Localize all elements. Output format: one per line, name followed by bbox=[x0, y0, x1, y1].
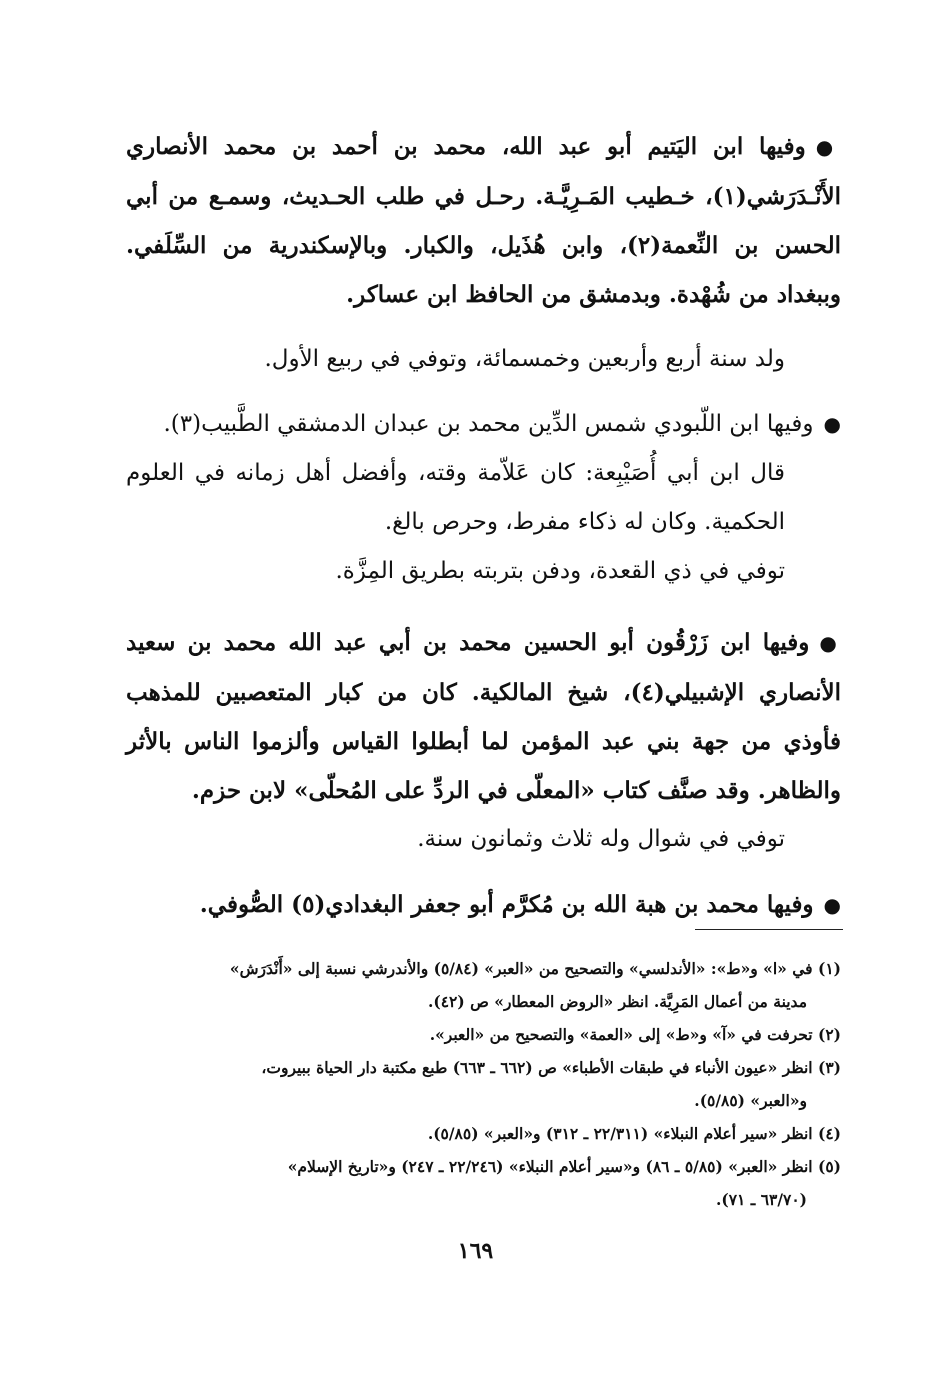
entry-extra: ولد سنة أربع وأربعين وخمسمائة، وتوفي في ربيع الأول. bbox=[264, 346, 785, 372]
footnotes bbox=[126, 952, 841, 1216]
footnote-1: (١) في «ا» و«ط»: «الأندلسي» والتصحيح من «العبر» (٥/٨٤) والأندرشي نسبة إلى «أَنْدَرَش» مدينة من أعمال المَرِيَّة. انظر «الروض المعطار» ص (٤٢). bbox=[229, 959, 841, 1011]
bullet-icon: ● bbox=[815, 135, 842, 159]
entry-text: وفيها ابن زَرْقُون أبو الحسين محمد بن أبي عبد الله محمد بن سعيد الأنصاري الإشبيلي(٤)، شيخ المالكية. كان من كبار المتعصبين للمذهب فأوذي من جهة بني عبد المؤمن لما أبطلوا القياس وألزموا الناس بالأثر والظاهر. وقد صنَّف كتاب «المعلّى في الردِّ على المُحلّى» لابن حزم. bbox=[126, 629, 841, 804]
bullet-icon: ● bbox=[819, 631, 842, 655]
entry-2 bbox=[126, 400, 841, 596]
footnote-3: (٣) انظر «عيون الأنباء في طبقات الأطباء» ص (٦٦٢ ـ ٦٦٣) طبع مكتبة دار الحياة ببيروت، و«العبر» (٥/٨٥). bbox=[261, 1058, 841, 1110]
entry-extra: قال ابن أبي أُصَيْبِعة: كان عَلاّمة وقته، وأفضل أهل زمانه في العلوم الحكمية. وكان له ذكاء مفرط، وحرص بالغ. bbox=[126, 460, 785, 535]
entry-4 bbox=[126, 880, 841, 930]
entry-text: وفيها محمد بن هبة الله بن مُكرَّم أبو جعفر البغدادي(٥) الصُّوفي. bbox=[199, 891, 814, 918]
main-text bbox=[126, 122, 841, 930]
footnote-separator bbox=[695, 929, 843, 930]
entry-extra: توفي في شوال وله ثلاث وثمانون سنة. bbox=[417, 826, 785, 852]
entry-1 bbox=[126, 122, 841, 384]
bullet-icon: ● bbox=[823, 893, 841, 917]
entry-text: وفيها ابن اليَتيم أبو عبد الله، محمد بن أحمد بن محمد الأنصاري الأَنْـدَرَشي(١)، خـطيب المَـرِيَّـة. رحـل في طلب الحـديث، وسمـع من أبي الحسن بن النِّعمة(٢)، وابن هُذَيل، والكبار. وبالإسكندرية من السِّلَفي. وببغداد من شُهْدة. وبدمشق من الحافظ ابن عساكر. bbox=[126, 133, 842, 308]
entry-3 bbox=[126, 618, 841, 864]
entry-text: وفيها ابن اللّبودي شمس الدِّين محمد بن عبدان الدمشقي الطَّبيب(٣). bbox=[163, 411, 814, 437]
entry-extra-2: توفي في ذي القعدة، ودفن بتربته بطريق المِزَّة. bbox=[335, 558, 785, 584]
bullet-icon: ● bbox=[823, 412, 841, 436]
footnote-2: (٢) تحرفت في «آ» و«ط» إلى «العمة» والتصحيح من «العبر». bbox=[429, 1025, 841, 1044]
footnote-4: (٤) انظر «سير أعلام النبلاء» (٢٢/٣١١ ـ ٣١٢) و«العبر» (٥/٨٥). bbox=[427, 1124, 841, 1143]
page-number: ١٦٩ bbox=[457, 1238, 494, 1264]
footnote-5: (٥) انظر «العبر» (٥/٨٥ ـ ٨٦) و«سير أعلام النبلاء» (٢٢/٢٤٦ ـ ٢٤٧) و«تاريخ الإسلام» (٦٣/٧٠ ـ ٧١). bbox=[287, 1157, 841, 1209]
